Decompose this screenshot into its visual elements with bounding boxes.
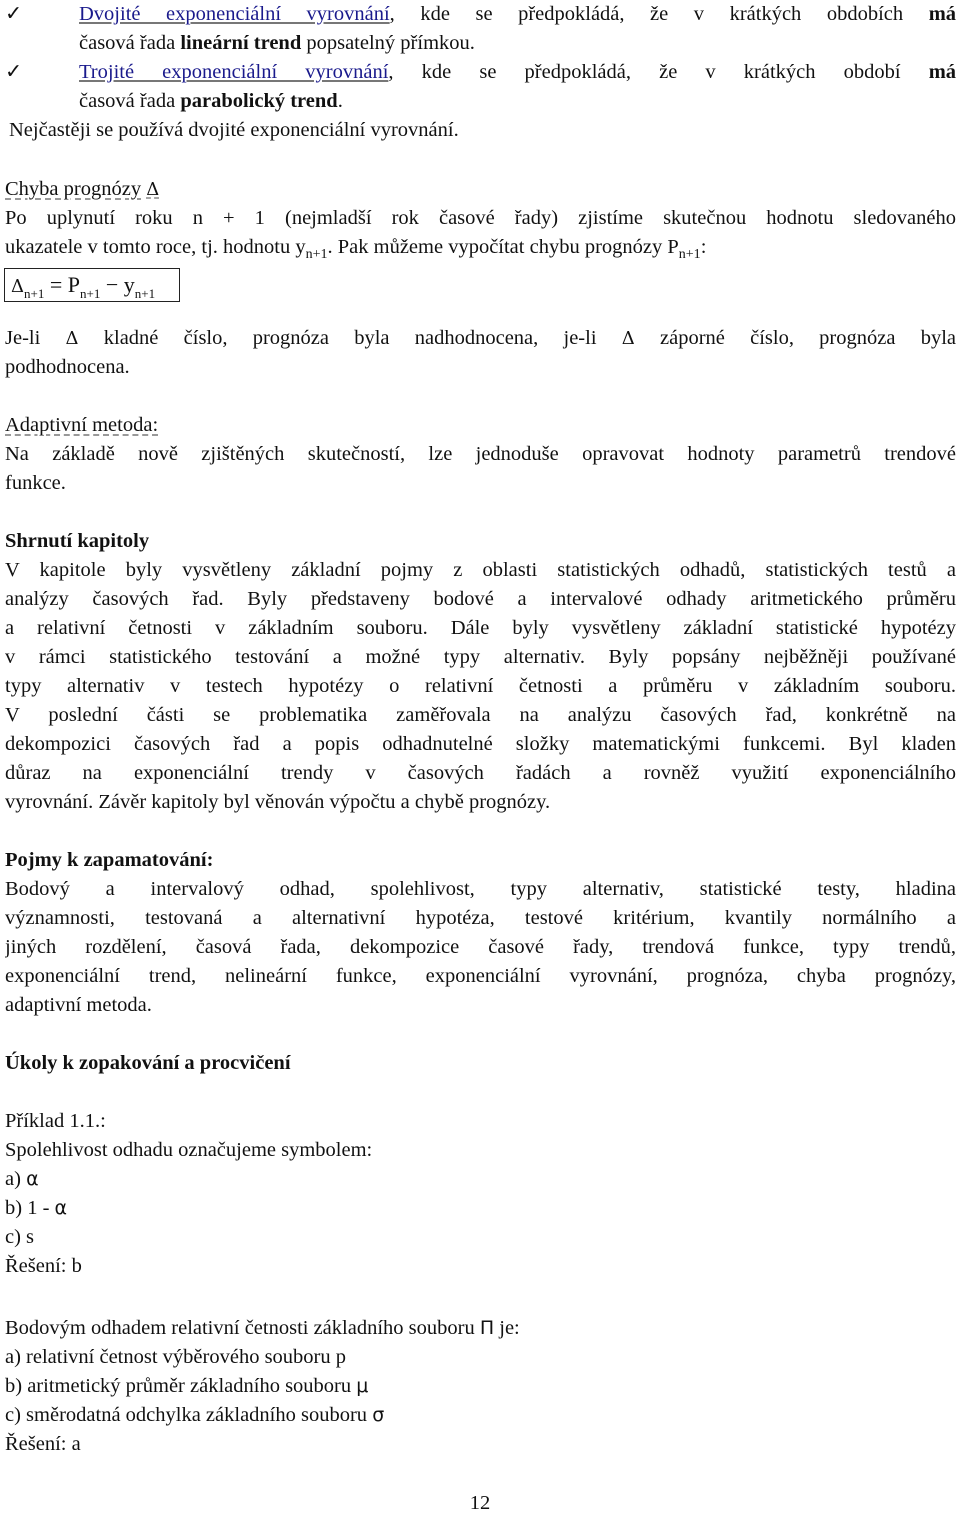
term-parabolic-trend: parabolický trend (180, 90, 338, 112)
forecast-error-paragraph-line2: ukazatele v tomto roce, tj. hodnotu $y_{n+1}$. Pak můžeme vypočítat chybu prognózy $P_{n+1}$: (5, 236, 707, 262)
bullet-double-smoothing-line2: časová řada lineární trend popsatelný přímkou. (79, 32, 475, 54)
bullet-double-smoothing-line1 (5, 0, 956, 29)
terms-line: významnosti, testovaná a alternativní hypotéza, testové kritérium, kvantily normálního a (5, 907, 956, 929)
bullet-text: , kde se předpokládá, že v krátkých období (388, 61, 901, 83)
checkmark-icon: ✓ (5, 61, 23, 83)
adaptive-method-line1: Na základě nově zjištěných skutečností, lze jednoduše opravovat hodnoty parametrů trendové (5, 443, 956, 465)
summary-line: důraz na exponenciální trendy v časových řadách a rovněž využití exponenciálního (5, 762, 956, 784)
delta-symbol: Δ (146, 179, 160, 200)
summary-line: analýzy časových řad. Byly představeny bodové a intervalové odhady aritmetického průměru (5, 588, 956, 610)
exercises-heading: Úkoly k zopakování a procvičení (5, 1052, 291, 1074)
example-title: Příklad 1.1.: (5, 1110, 106, 1132)
example2-option-c: c) směrodatná odchylka základního souboru σ (5, 1404, 385, 1426)
link-triple-exponential-smoothing[interactable]: Trojité exponenciální vyrovnání (79, 61, 389, 83)
most-used-note: Nejčastěji se používá dvojité exponenciální vyrovnání. (9, 119, 459, 141)
sigma-symbol: σ (372, 1404, 385, 1426)
example2-solution: Řešení: a (5, 1433, 81, 1455)
example2-option-a: a) relativní četnost výběrového souboru p (5, 1346, 347, 1368)
example-option-b: b) 1 - α (5, 1197, 68, 1219)
mu-symbol: μ (356, 1375, 369, 1397)
checkmark-icon: ✓ (5, 3, 23, 25)
terms-heading: Pojmy k zapamatování: (5, 849, 214, 871)
adaptive-method-line2: funkce. (5, 472, 66, 494)
summary-line: a relativní četnosti v základním souboru. Dále byly vysvětleny základní statistické hypotézy (5, 617, 956, 639)
terms-line: jiných rozdělení, časová řada, dekompozice časové řady, trendová funkce, typy trendů, (5, 936, 956, 958)
forecast-error-paragraph-line1: Po uplynutí roku n + 1 (nejmladší rok časové řady) zjistíme skutečnou hodnotu sledovaného (5, 207, 956, 229)
page-number: 12 (469, 1492, 491, 1514)
summary-line: V poslední části se problematika zaměřovala na analýzu časových řad, konkrétně na (5, 704, 956, 726)
forecast-error-heading: Chyba prognózy Δ (5, 178, 160, 200)
forecast-error-formula: $\Delta_{n+1} = P_{n+1} - y_{n+1}$ (4, 268, 180, 302)
adaptive-method-heading: Adaptivní metoda: (5, 414, 159, 436)
example-question: Spolehlivost odhadu označujeme symbolem: (5, 1139, 373, 1161)
bullet-bold: má (928, 61, 956, 83)
terms-line: Bodový a intervalový odhad, spolehlivost, typy alternativ, statistické testy, hladina (5, 878, 956, 900)
summary-line: V kapitole byly vysvětleny základní pojmy z oblasti statistických odhadů, statistických testů a (5, 559, 956, 581)
alpha-symbol: α (54, 1197, 68, 1219)
summary-line: dekompozici časových řad a popis odhadnutelné složky matematickými funkcemi. Byl kladen (5, 733, 956, 755)
summary-heading: Shrnutí kapitoly (5, 530, 150, 552)
bullet-text: , kde se předpokládá, že v krátkých obdobích (389, 3, 904, 25)
summary-line: vyrovnání. Závěr kapitoly byl věnován výpočtu a chybě prognózy. (5, 791, 551, 813)
example2-question: Bodovým odhadem relativní četnosti základního souboru Π je: (5, 1317, 520, 1339)
example-solution: Řešení: b (5, 1255, 82, 1277)
bullet-triple-smoothing-line2: časová řada parabolický trend. (79, 90, 343, 112)
forecast-interpretation-line1: Je-li Δ kladné číslo, prognóza byla nadhodnocena, je-li Δ záporné číslo, prognóza byla (5, 327, 956, 349)
term-linear-trend: lineární trend (180, 32, 302, 54)
summary-line: typy alternativ v testech hypotézy o relativní četnosti a průměru v základním souboru. (5, 675, 956, 697)
example2-option-b: b) aritmetický průměr základního souboru μ (5, 1375, 369, 1397)
alpha-symbol: α (26, 1168, 39, 1190)
example-option-c: c) s (5, 1226, 35, 1248)
terms-line: exponenciální trend, nelineární funkce, exponenciální vyrovnání, prognóza, chyba prognózy, (5, 965, 956, 987)
forecast-interpretation-line2: podhodnocena. (5, 356, 130, 378)
pi-symbol: Π (479, 1317, 495, 1339)
summary-line: v rámci statistického testování a možné typy alternativ. Byly popsány nejběžněji používané (5, 646, 956, 668)
terms-line: adaptivní metoda. (5, 994, 152, 1016)
bullet-bold: má (928, 3, 956, 25)
link-double-exponential-smoothing[interactable]: Dvojité exponenciální vyrovnání (79, 3, 390, 25)
bullet-triple-smoothing-line1 (5, 58, 956, 87)
example-option-a: a) α (5, 1168, 39, 1190)
